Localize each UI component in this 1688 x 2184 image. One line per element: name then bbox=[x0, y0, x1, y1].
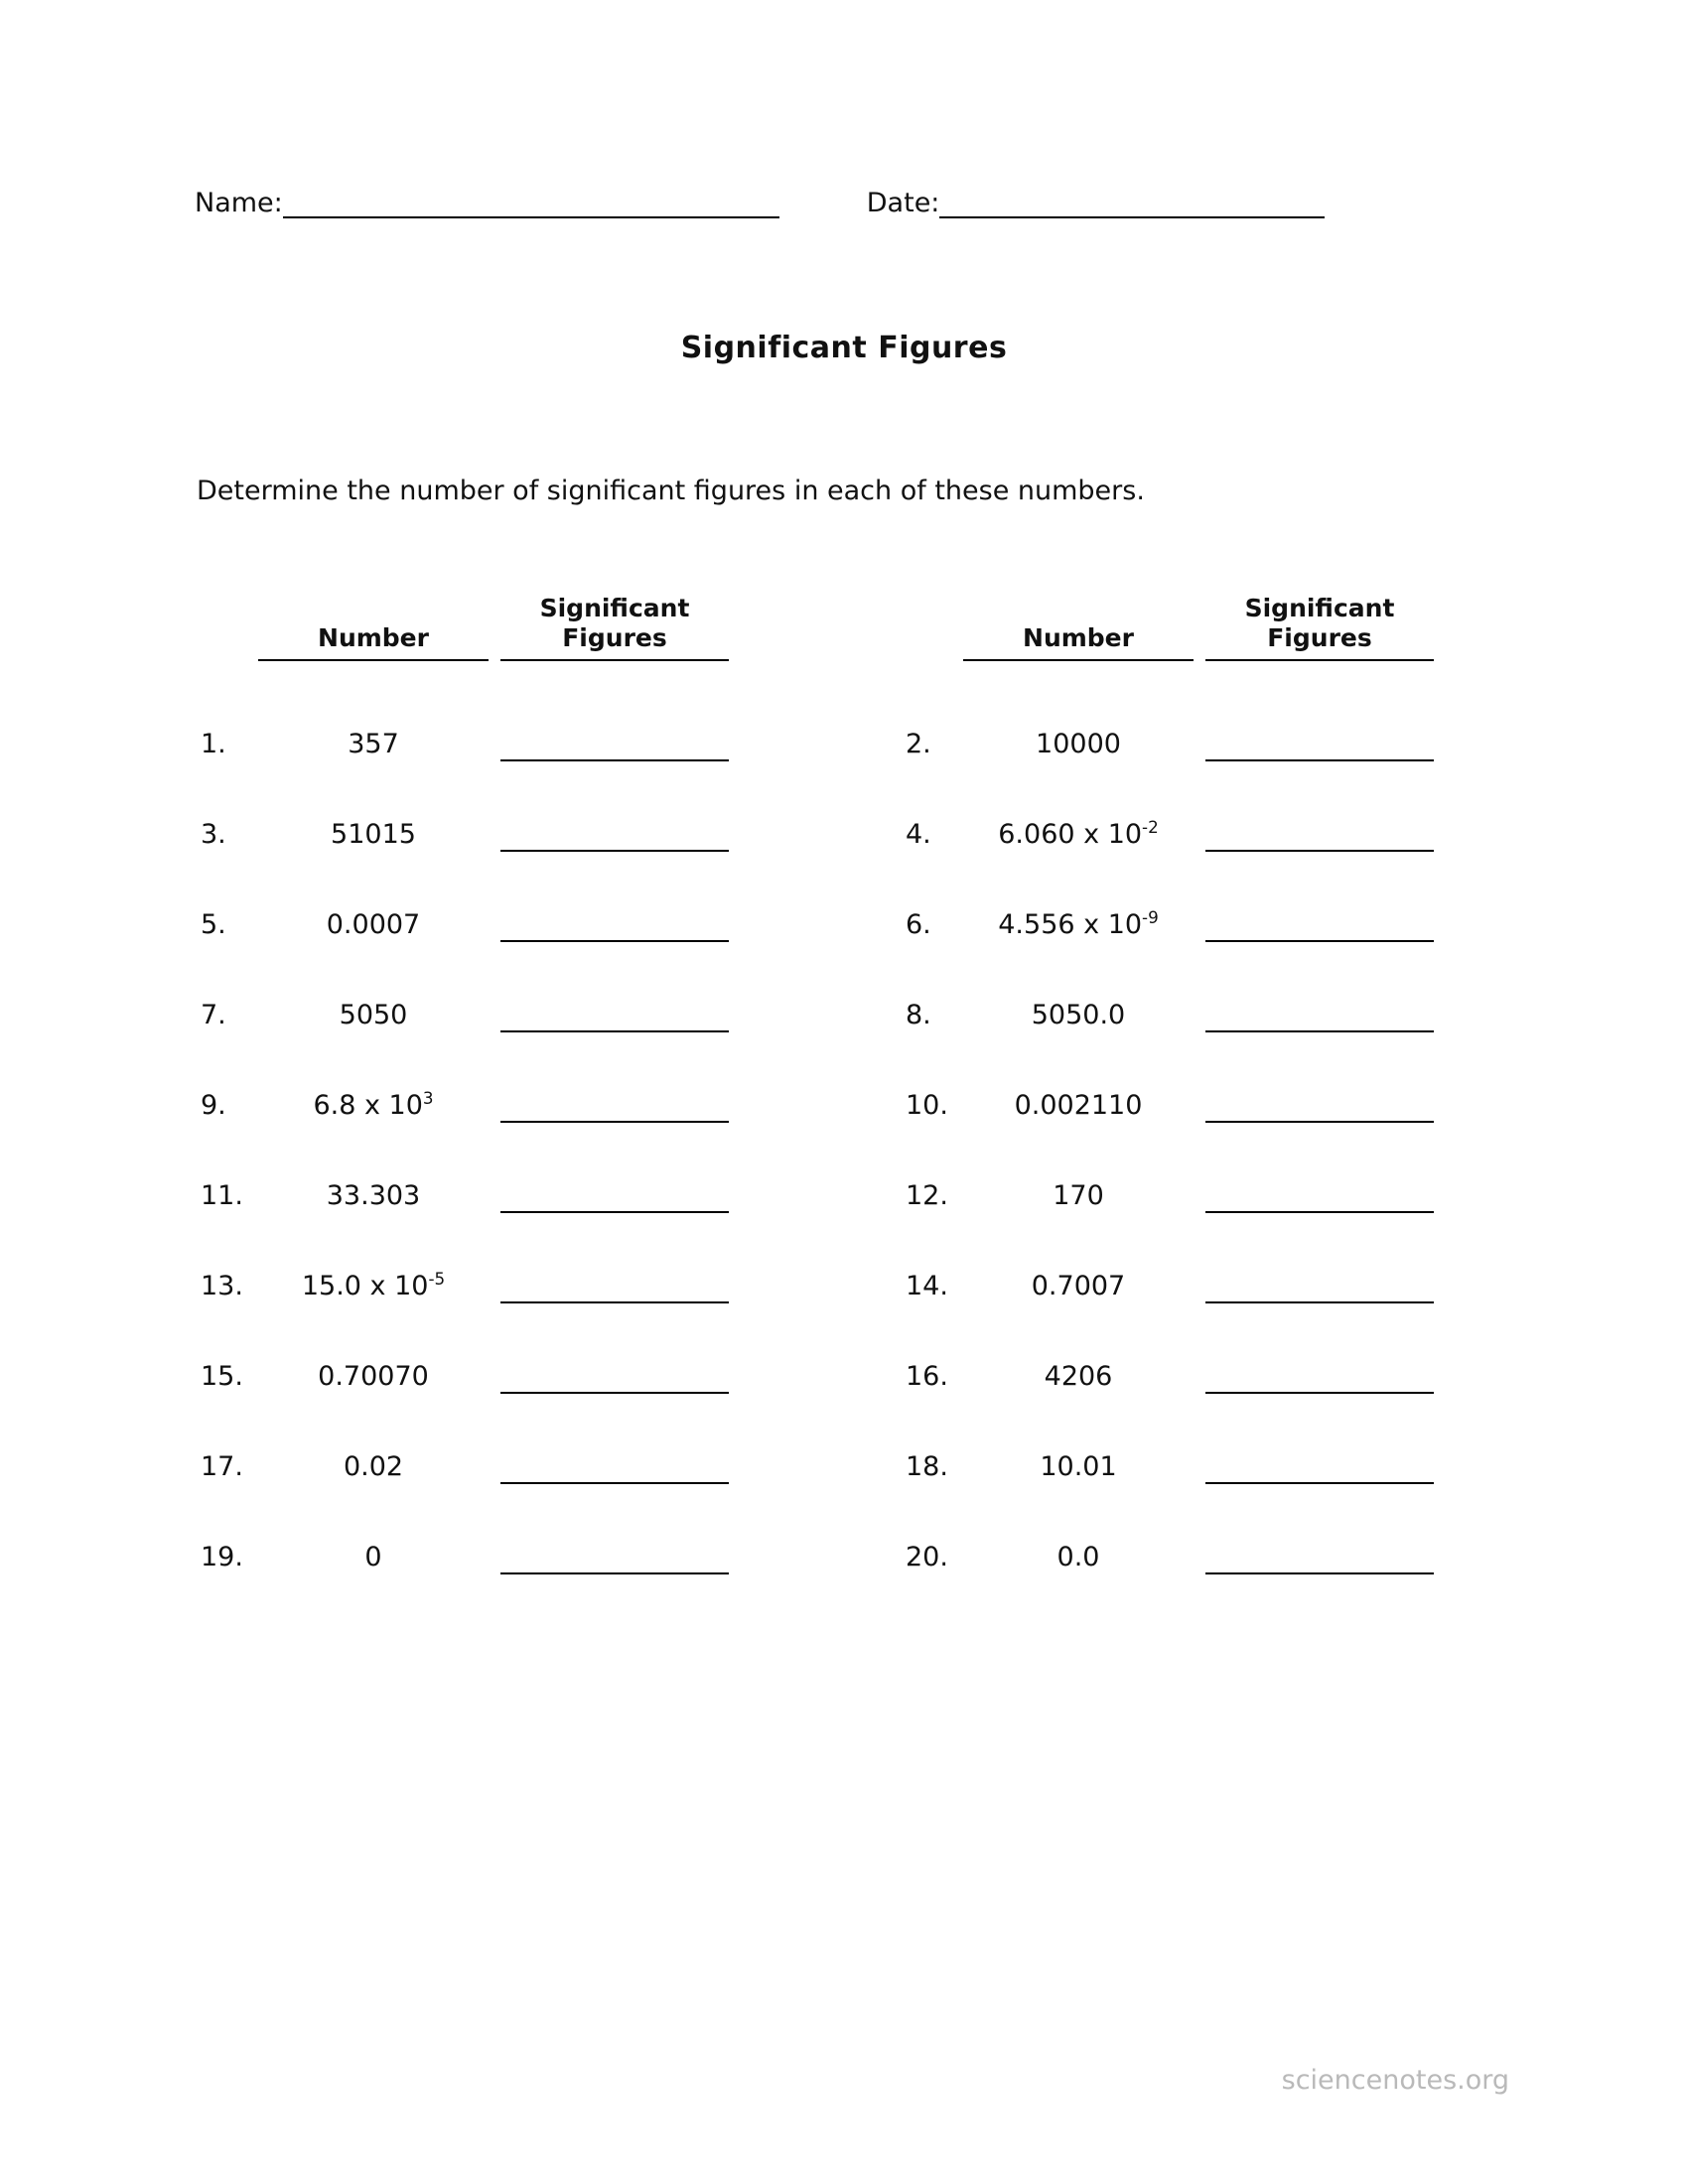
table-row bbox=[197, 880, 792, 970]
table-row bbox=[902, 789, 1537, 880]
instructions-text: Determine the number of significant figures in each of these numbers. bbox=[197, 476, 1145, 506]
table-row bbox=[902, 1331, 1537, 1422]
left-sigfig-header: Significant Figures bbox=[500, 594, 729, 661]
row-answer-blank[interactable] bbox=[500, 1450, 729, 1484]
name-field[interactable] bbox=[195, 189, 779, 218]
row-index: 19. bbox=[201, 1542, 243, 1572]
header-fields bbox=[195, 189, 1505, 218]
row-answer-blank[interactable] bbox=[500, 1179, 729, 1213]
left-column-headers bbox=[197, 594, 792, 661]
row-answer-blank[interactable] bbox=[500, 1360, 729, 1394]
row-number: 33.303 bbox=[326, 1180, 421, 1211]
row-index: 7. bbox=[201, 1000, 226, 1030]
row-index: 15. bbox=[201, 1361, 243, 1392]
row-number: 0 bbox=[364, 1542, 382, 1572]
table-row bbox=[197, 1241, 792, 1331]
row-number: 51015 bbox=[331, 819, 416, 850]
row-number: 5050 bbox=[339, 1000, 408, 1030]
row-answer-blank[interactable] bbox=[1205, 1360, 1434, 1394]
date-field[interactable] bbox=[867, 189, 1326, 218]
row-number: 357 bbox=[348, 729, 399, 759]
row-answer-blank[interactable] bbox=[500, 1089, 729, 1123]
row-number-exponent: -2 bbox=[1142, 817, 1159, 837]
row-index: 16. bbox=[906, 1361, 948, 1392]
date-input-rule[interactable] bbox=[939, 191, 1325, 218]
page-title: Significant Figures bbox=[680, 331, 1008, 365]
row-index: 14. bbox=[906, 1271, 948, 1301]
row-answer-blank[interactable] bbox=[1205, 999, 1434, 1032]
site-credit: sciencenotes.org bbox=[1281, 2065, 1509, 2096]
row-answer-blank[interactable] bbox=[500, 1270, 729, 1303]
row-number: 10000 bbox=[1036, 729, 1121, 759]
row-answer-blank[interactable] bbox=[1205, 1270, 1434, 1303]
row-index: 12. bbox=[906, 1180, 948, 1211]
row-number: 0.7007 bbox=[1031, 1271, 1126, 1301]
row-index: 2. bbox=[906, 729, 931, 759]
problems-area bbox=[0, 594, 1688, 1602]
row-answer-blank[interactable] bbox=[1205, 818, 1434, 852]
row-answer-blank[interactable] bbox=[1205, 728, 1434, 761]
name-input-rule[interactable] bbox=[283, 191, 779, 218]
right-sigfig-header: Significant Figures bbox=[1205, 594, 1434, 661]
table-row bbox=[197, 1331, 792, 1422]
right-problem-table bbox=[902, 594, 1537, 1602]
row-number-exponent: -5 bbox=[428, 1269, 446, 1289]
row-answer-blank[interactable] bbox=[1205, 1541, 1434, 1574]
table-row bbox=[197, 1151, 792, 1241]
row-number: 6.8 x $10^3$ bbox=[313, 1088, 434, 1121]
row-index: 10. bbox=[906, 1090, 948, 1121]
row-answer-blank[interactable] bbox=[500, 728, 729, 761]
row-number: 0.70070 bbox=[318, 1361, 429, 1392]
row-number: 4206 bbox=[1044, 1361, 1113, 1392]
row-index: 17. bbox=[201, 1451, 243, 1482]
row-number: 5050.0 bbox=[1031, 1000, 1126, 1030]
table-row bbox=[197, 699, 792, 789]
table-row bbox=[902, 970, 1537, 1060]
table-row bbox=[197, 970, 792, 1060]
table-row bbox=[902, 1512, 1537, 1602]
row-answer-blank[interactable] bbox=[500, 1541, 729, 1574]
row-number: 10.01 bbox=[1040, 1451, 1117, 1482]
row-number-exponent: -9 bbox=[1142, 907, 1159, 927]
row-index: 18. bbox=[906, 1451, 948, 1482]
row-number: 170 bbox=[1053, 1180, 1104, 1211]
row-answer-blank[interactable] bbox=[1205, 908, 1434, 942]
right-rows bbox=[902, 699, 1537, 1602]
table-row bbox=[197, 1422, 792, 1512]
row-answer-blank[interactable] bbox=[500, 908, 729, 942]
date-label: Date: bbox=[866, 188, 940, 218]
table-row bbox=[902, 1422, 1537, 1512]
row-index: 20. bbox=[906, 1542, 948, 1572]
row-index: 4. bbox=[906, 819, 931, 850]
row-number: 0.002110 bbox=[1014, 1090, 1143, 1121]
table-row bbox=[902, 880, 1537, 970]
table-row bbox=[197, 1060, 792, 1151]
row-index: 9. bbox=[201, 1090, 226, 1121]
row-index: 3. bbox=[201, 819, 226, 850]
row-answer-blank[interactable] bbox=[500, 818, 729, 852]
row-index: 1. bbox=[201, 729, 226, 759]
left-index-header bbox=[197, 655, 258, 661]
left-rows bbox=[197, 699, 792, 1602]
row-index: 6. bbox=[906, 909, 931, 940]
table-row bbox=[902, 699, 1537, 789]
row-index: 13. bbox=[201, 1271, 243, 1301]
left-problem-table bbox=[197, 594, 792, 1602]
row-answer-blank[interactable] bbox=[1205, 1450, 1434, 1484]
table-row bbox=[902, 1241, 1537, 1331]
row-answer-blank[interactable] bbox=[500, 999, 729, 1032]
row-number: 6.060 x $10^{-2}$ bbox=[998, 817, 1159, 850]
row-number-exponent: 3 bbox=[422, 1088, 434, 1108]
row-index: 5. bbox=[201, 909, 226, 940]
table-row bbox=[902, 1060, 1537, 1151]
left-number-header: Number bbox=[258, 594, 489, 661]
name-label: Name: bbox=[195, 188, 283, 218]
row-index: 11. bbox=[201, 1180, 243, 1211]
row-number: 0.02 bbox=[343, 1451, 404, 1482]
row-number: 4.556 x $10^{-9}$ bbox=[998, 907, 1159, 940]
row-number: 0.0007 bbox=[326, 909, 421, 940]
row-index: 8. bbox=[906, 1000, 931, 1030]
right-index-header bbox=[902, 655, 963, 661]
row-number: 15.0 x $10^{-5}$ bbox=[301, 1269, 446, 1301]
row-answer-blank[interactable] bbox=[1205, 1089, 1434, 1123]
right-column-headers bbox=[902, 594, 1537, 661]
table-row bbox=[197, 1512, 792, 1602]
row-answer-blank[interactable] bbox=[1205, 1179, 1434, 1213]
table-row bbox=[197, 789, 792, 880]
row-number: 0.0 bbox=[1056, 1542, 1100, 1572]
table-row bbox=[902, 1151, 1537, 1241]
right-number-header: Number bbox=[963, 594, 1194, 661]
